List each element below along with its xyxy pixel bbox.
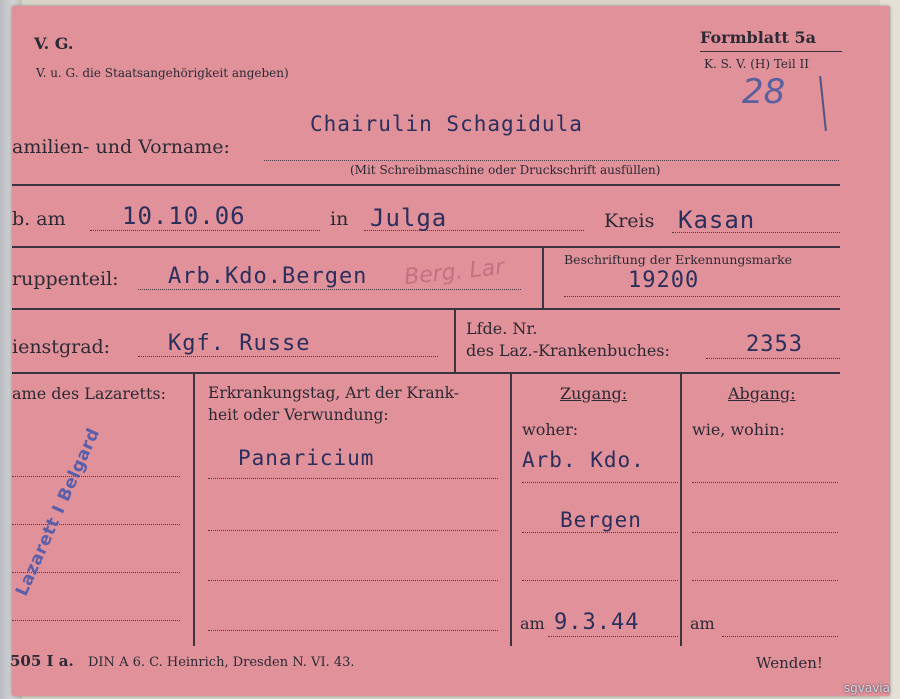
col3-am-label: am	[520, 614, 545, 633]
name-hint: (Mit Schreibmaschine oder Druckschrift ausfüllen)	[350, 163, 661, 177]
col2-divider	[510, 374, 512, 646]
form-id: Formblatt 5a	[700, 28, 816, 47]
rule-3	[12, 308, 840, 310]
rank-value: Kgf. Russe	[168, 331, 311, 356]
watermark: sgvavia	[843, 681, 890, 695]
col2-header-2: heit oder Verwundung:	[208, 406, 389, 424]
birth-in-label: in	[330, 208, 349, 230]
unit-label: ruppenteil:	[12, 268, 119, 290]
lfde-line	[706, 358, 840, 359]
col4-am-line	[722, 636, 838, 637]
form-id-underline	[700, 51, 842, 52]
unit-line	[138, 289, 521, 290]
lfde-label-2: des Laz.-Krankenbuches:	[466, 341, 670, 360]
birth-place-line	[364, 230, 584, 231]
lfde-label-1: Lfde. Nr.	[466, 319, 538, 338]
col1-line-2	[12, 524, 180, 525]
col2-line-2	[208, 530, 498, 531]
name-label: amilien- und Vorname:	[12, 136, 230, 158]
unit-divider	[542, 248, 544, 308]
col1-line-1	[12, 476, 180, 477]
col2-header-1: Erkrankungstag, Art der Krank-	[208, 384, 459, 402]
pencil-number: 28	[742, 72, 786, 112]
name-value: Chairulin Schagidula	[310, 112, 583, 136]
rank-divider	[454, 310, 456, 372]
col2-line-1	[208, 478, 498, 479]
right-edge-marks	[884, 350, 888, 364]
rule-2	[12, 246, 840, 248]
footer-turn-over: Wenden!	[756, 654, 823, 672]
birth-date-line	[90, 230, 320, 231]
footer-form-number: 505 I a.	[10, 652, 74, 670]
col2-line-3	[208, 580, 498, 581]
index-card	[12, 6, 890, 696]
col3-line-1	[522, 482, 678, 483]
header-subtitle: V. u. G. die Staatsangehörigkeit angeben)	[36, 66, 289, 80]
col3-line-3	[522, 580, 678, 581]
col2-value: Panaricium	[238, 446, 375, 470]
hospital-stamp: Lazarett I Belgard	[12, 425, 105, 600]
col3-line-2	[522, 532, 678, 533]
col3-value-1: Arb. Kdo.	[522, 448, 645, 472]
tag-value: 19200	[628, 268, 700, 293]
tag-label: Beschriftung der Erkennungsmarke	[564, 252, 793, 267]
footer-printer: DIN A 6. C. Heinrich, Dresden N. VI. 43.	[88, 655, 355, 670]
col4-am-label: am	[690, 614, 715, 633]
rank-line	[138, 356, 438, 357]
unit-pencil-note: Berg. Lar	[402, 254, 506, 291]
lfde-value: 2353	[746, 332, 803, 357]
col1-header: ame des Lazaretts:	[12, 384, 166, 403]
pencil-stroke	[819, 76, 827, 131]
name-dotted-line	[264, 160, 839, 161]
col4-header: Abgang:	[728, 384, 796, 403]
header-title: V. G.	[34, 34, 74, 53]
rank-label: ienstgrad:	[12, 336, 111, 358]
col2-line-4	[208, 630, 498, 631]
col3-sub: woher:	[522, 420, 579, 439]
col3-value-2: Bergen	[560, 508, 642, 532]
rule-4	[12, 372, 840, 374]
form-reference: K. S. V. (H) Teil II	[704, 57, 809, 71]
col1-line-4	[12, 620, 180, 621]
col3-am-line	[548, 636, 678, 637]
col3-am-value: 9.3.44	[554, 610, 640, 635]
kreis-line	[672, 232, 840, 233]
birth-label: b. am	[12, 208, 66, 230]
tag-line	[564, 296, 840, 297]
col3-header: Zugang:	[560, 384, 628, 403]
col1-divider	[193, 374, 195, 646]
unit-value: Arb.Kdo.Bergen	[168, 264, 368, 289]
col3-divider	[680, 374, 682, 646]
kreis-label: Kreis	[604, 210, 655, 232]
col4-line-3	[692, 580, 838, 581]
kreis-value: Kasan	[678, 206, 756, 234]
col4-line-1	[692, 482, 838, 483]
birth-place: Julga	[370, 204, 448, 232]
col4-sub: wie, wohin:	[692, 420, 785, 439]
rule-1	[12, 184, 840, 186]
col4-line-2	[692, 532, 838, 533]
birth-date: 10.10.06	[122, 202, 246, 230]
